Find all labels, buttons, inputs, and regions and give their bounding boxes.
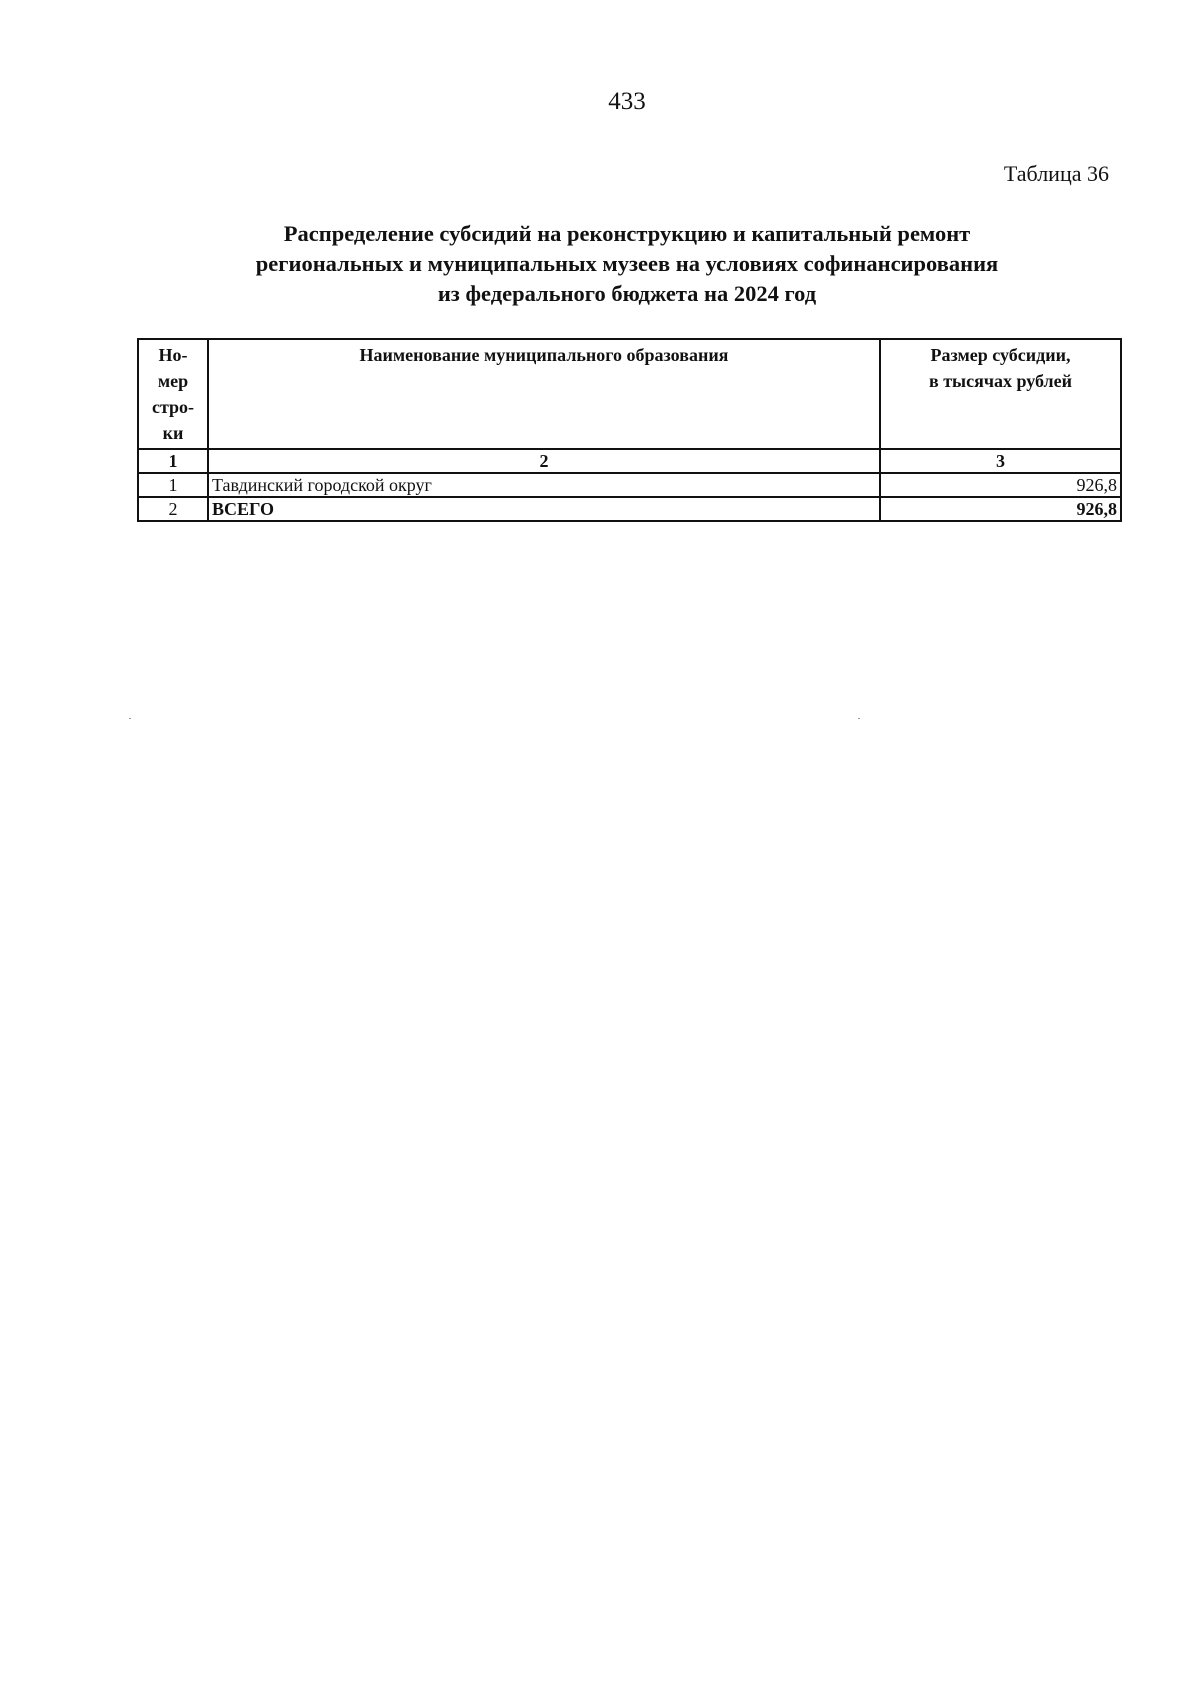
row-number: 1 xyxy=(138,473,208,497)
column-number: 1 xyxy=(138,449,208,473)
table-row xyxy=(138,473,1121,497)
column-number: 3 xyxy=(880,449,1121,473)
title-line: региональных и муниципальных музеев на условиях софинансирования xyxy=(255,251,999,276)
total-amount: 926,8 xyxy=(880,497,1121,521)
page-number: 433 xyxy=(608,88,646,115)
subsidy-table xyxy=(137,338,1122,522)
subsidy-amount: 926,8 xyxy=(880,473,1121,497)
row-number: 2 xyxy=(138,497,208,521)
table-total-row xyxy=(138,497,1121,521)
municipality-name: Тавдинский городской округ xyxy=(208,473,880,497)
column-number-row xyxy=(138,449,1121,473)
scan-artifact xyxy=(858,718,860,719)
table-header-row xyxy=(138,339,1121,449)
title-line: из федерального бюджета на 2024 год xyxy=(437,281,817,306)
scan-artifact xyxy=(129,718,131,719)
header-subsidy-amount: Размер субсидии, в тысячах рублей xyxy=(880,339,1121,449)
column-number: 2 xyxy=(208,449,880,473)
total-label: ВСЕГО xyxy=(208,497,880,521)
header-municipality-name: Наименование муниципального образования xyxy=(208,339,880,449)
document-title xyxy=(0,219,1200,309)
title-line: Распределение субсидий на реконструкцию и капитальный ремонт xyxy=(283,221,971,246)
table-label: Таблица 36 xyxy=(1003,161,1109,186)
header-row-number: Но- мер стро- ки xyxy=(138,339,208,449)
